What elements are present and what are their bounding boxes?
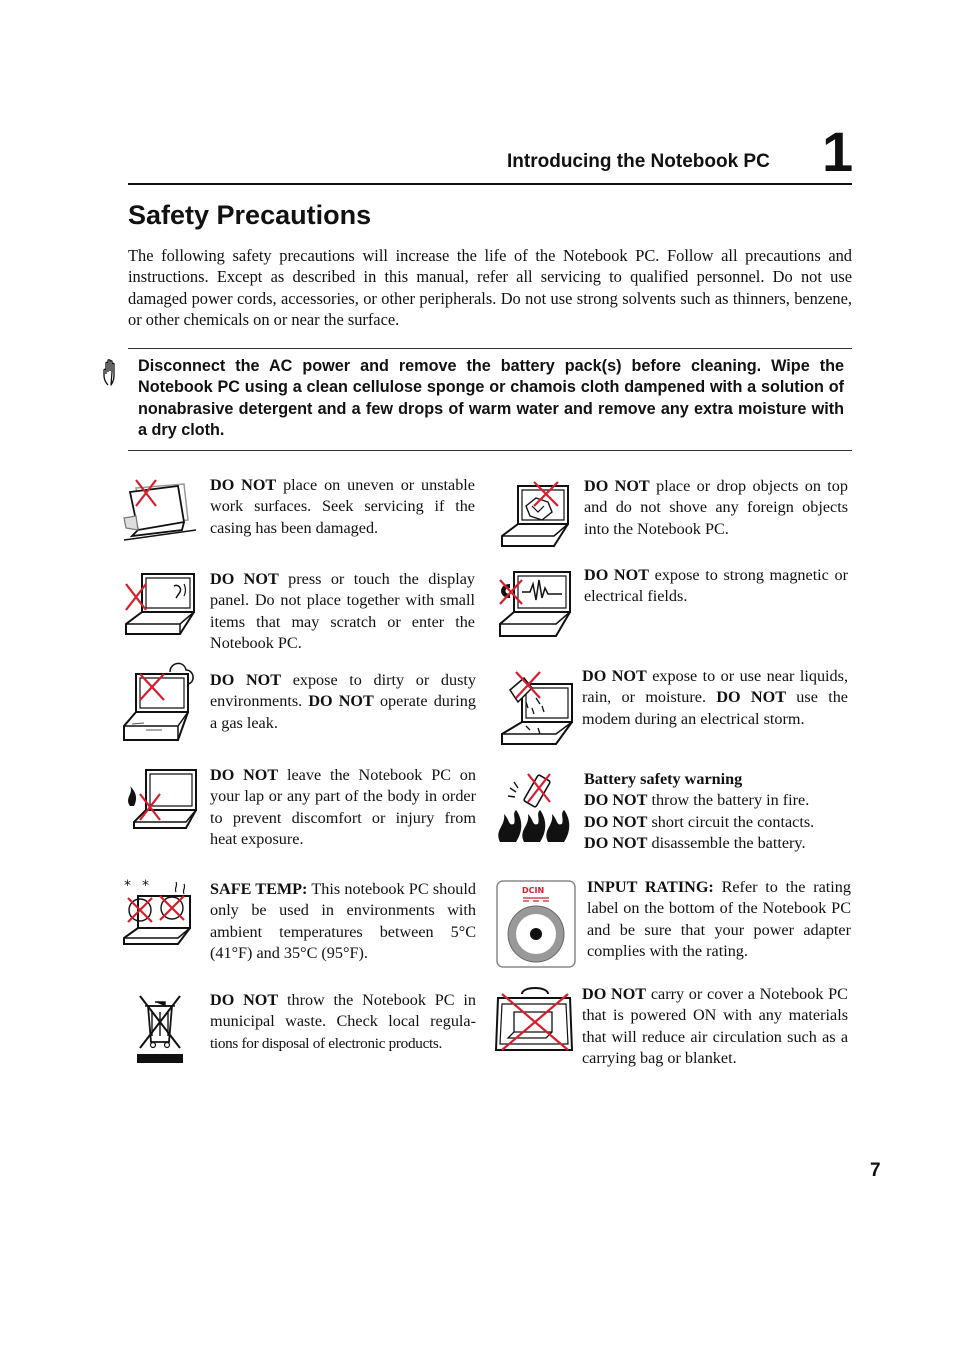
- precaution-input-rating: INPUT RATING: Refer to the rating label on the bottom of the Notebook PC and be sure that your power adapter complies with the rating.: [587, 878, 851, 960]
- dc-input-label: DCIN: [522, 886, 545, 895]
- page-number: 7: [870, 1160, 881, 1181]
- lap-heat-icon: [122, 766, 198, 832]
- battery-warning-line: DO NOT disassemble the battery.: [584, 833, 806, 852]
- crossed-bin-icon: [136, 992, 184, 1064]
- battery-warning-line: DO NOT short circuit the contacts.: [584, 812, 815, 831]
- precaution-objects-on-top: DO NOT place or drop objects on top and do not shove any foreign objects into the Notebook PC.: [584, 477, 848, 538]
- precaution-carry-bag: DO NOT carry or cover a Notebook PC that is powered ON with any materials that will reduce air circulation such as a carrying bag or blanket.: [582, 985, 848, 1067]
- note-rule-top: [128, 348, 852, 349]
- header-rule: [128, 183, 852, 185]
- note-rule-bottom: [128, 450, 852, 451]
- precaution-municipal-waste: DO NOT throw the Notebook PC in municipal waste. Check local regula- tions for disposal of electronic products.: [210, 991, 476, 1052]
- battery-safety-warning: [584, 769, 850, 854]
- dust-icon: [122, 660, 198, 746]
- objects-on-top-icon: [496, 476, 576, 548]
- precaution-dusty: DO NOT expose to dirty or dusty environments. DO NOT operate during a gas leak.: [210, 671, 476, 732]
- chapter-title: Introducing the Notebook PC: [507, 151, 770, 172]
- magnetic-field-icon: [496, 568, 576, 640]
- svg-text:*: *: [142, 878, 149, 894]
- hand-icon: [101, 358, 125, 388]
- note-text: Disconnect the AC power and remove the battery pack(s) before cleaning. Wipe the Notebook PC using a clean cellulose sponge or chamois cloth dampened with a solution of nonabrasive detergent and a few drops of warm water and remove any extra moisture with a dry cloth.: [138, 357, 844, 439]
- precaution-magnetic: DO NOT expose to strong magnetic or electrical fields.: [584, 566, 848, 606]
- precaution-lap-heat: DO NOT leave the Notebook PC on your lap or any part of the body in order to prevent discomfort or injury from heat exposure.: [210, 766, 476, 848]
- precaution-safe-temp: SAFE TEMP: This notebook PC should only be used in environments with ambient temperatures between 5°C (41°F) and 35°C (95°F).: [210, 880, 476, 962]
- press-display-icon: [122, 570, 198, 640]
- battery-warning-title: Battery safety warning: [584, 770, 743, 788]
- dc-input-icon: [496, 880, 576, 968]
- battery-fire-icon: [496, 768, 576, 846]
- intro-paragraph: The following safety precautions will increase the life of the Notebook PC. Follow all precautions and instructions. Except as described in this manual, refer all servicing to qualified personnel. Do not use damaged power cords, accessories, or other peripherals. Do not use strong solvents such as thinners, benzene, or other chemicals on or near the surface.: [128, 246, 852, 329]
- page-title: Safety Precautions: [128, 200, 372, 230]
- precaution-uneven-surface: DO NOT place on uneven or unstable work surfaces. Seek servicing if the casing has been damaged.: [210, 476, 475, 537]
- uneven-surface-icon: [122, 476, 198, 544]
- battery-warning-line: DO NOT throw the battery in fire.: [584, 791, 810, 810]
- carrying-bag-icon: [494, 986, 576, 1056]
- precaution-press-display: DO NOT press or touch the display panel. Do not place together with small items that may scratch or enter the Notebook PC.: [210, 570, 475, 652]
- svg-text:*: *: [124, 878, 131, 894]
- chapter-number: 1: [822, 120, 854, 183]
- precaution-liquids: DO NOT expose to or use near liquids, rain, or moisture. DO NOT use the modem during an electrical storm.: [582, 667, 848, 728]
- liquid-icon: [496, 668, 576, 748]
- temperature-icon: [120, 878, 200, 948]
